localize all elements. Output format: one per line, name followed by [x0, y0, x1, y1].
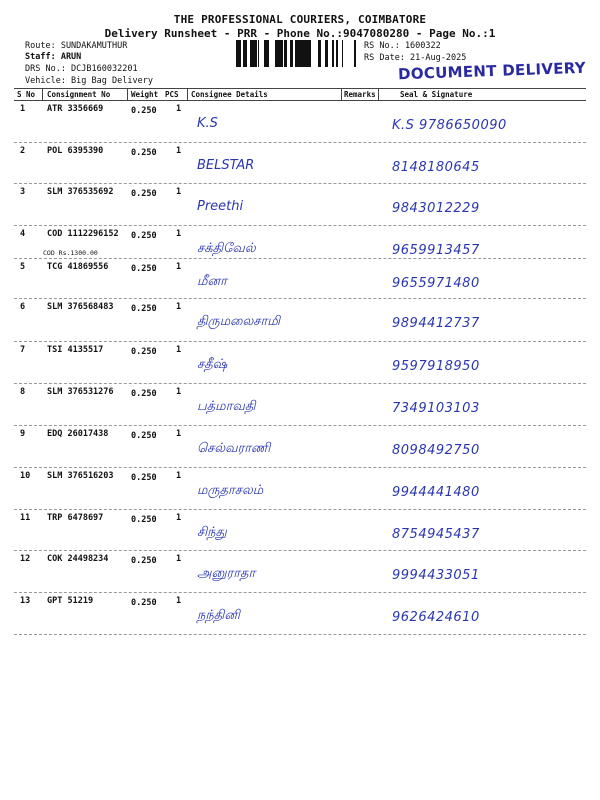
row-weight: 0.250 [131, 304, 157, 314]
barcode-bar [275, 40, 277, 67]
col-divider [187, 88, 188, 100]
row-signature-handwriting: 9659913457 [392, 243, 480, 258]
row-divider [14, 142, 586, 143]
row-signature-handwriting: 8148180645 [392, 160, 480, 175]
row-signature-handwriting: 8098492750 [392, 443, 480, 458]
row-sno: 3 [20, 187, 26, 197]
row-divider [14, 550, 586, 551]
row-signature-handwriting: 9597918950 [392, 359, 480, 374]
row-weight: 0.250 [131, 106, 157, 116]
row-sno: 10 [20, 471, 31, 481]
row-pcs: 1 [176, 262, 182, 272]
row-sno: 2 [20, 146, 26, 156]
row-pcs: 1 [176, 229, 182, 239]
row-divider [14, 298, 586, 299]
row-weight: 0.250 [131, 189, 157, 199]
col-divider [378, 88, 379, 100]
row-weight: 0.250 [131, 515, 157, 525]
row-consignee-handwriting: மீனா [197, 274, 227, 289]
row-pcs: 1 [176, 554, 182, 564]
barcode-bar [342, 40, 343, 67]
row-consignment-no: TCG 41869556 [47, 262, 109, 272]
col-header-weight: Weight [131, 90, 159, 99]
row-pcs: 1 [176, 104, 182, 114]
row-consignee-handwriting: K.S [197, 116, 218, 131]
row-divider [14, 467, 586, 468]
row-consignee-handwriting: திருமலைசாமி [197, 314, 281, 329]
row-sno: 8 [20, 387, 26, 397]
row-consignee-handwriting: நந்தினி [197, 608, 240, 623]
row-divider [14, 225, 586, 226]
barcode-bar [336, 40, 337, 67]
row-sno: 4 [20, 229, 26, 239]
row-pcs: 1 [176, 302, 182, 312]
row-consignee-handwriting: மருதாசலம் [197, 483, 264, 498]
row-consignment-no: COK 24498234 [47, 554, 109, 564]
route-label: Route: SUNDAKAMUTHUR [25, 41, 128, 51]
barcode-bar [332, 40, 334, 67]
barcode-bar [318, 40, 321, 67]
barcode-bar [290, 40, 293, 67]
drs-label: DRS No.: DCJB160032201 [25, 64, 138, 74]
row-consignment-no: TRP 6478697 [47, 513, 104, 523]
row-sno: 5 [20, 262, 26, 272]
row-pcs: 1 [176, 146, 182, 156]
row-pcs: 1 [176, 429, 182, 439]
vehicle-label: Vehicle: Big Bag Delivery [25, 76, 153, 86]
col-header-sno: S No [17, 90, 36, 99]
row-weight: 0.250 [131, 389, 157, 399]
table-header-border [14, 100, 586, 101]
barcode-bar [280, 40, 283, 67]
row-signature-handwriting: 7349103103 [392, 401, 480, 416]
col-divider [42, 88, 43, 100]
row-consignee-handwriting: சிந்து [197, 525, 227, 540]
runsheet-subtitle: Delivery Runsheet - PRR - Phone No.:9047080280 - Page No.:1 [104, 27, 496, 40]
row-consignment-no: SLM 376516203 [47, 471, 114, 481]
row-sno: 12 [20, 554, 31, 564]
rs-number: RS No.: 1600322 [364, 41, 441, 51]
row-pcs: 1 [176, 187, 182, 197]
row-weight: 0.250 [131, 598, 157, 608]
row-divider [14, 634, 586, 635]
row-sno: 7 [20, 345, 26, 355]
row-pcs: 1 [176, 471, 182, 481]
row-weight: 0.250 [131, 556, 157, 566]
table-top-border [14, 88, 586, 89]
row-consignee-handwriting: Preethi [197, 199, 244, 214]
barcode-bar [295, 40, 297, 67]
row-consignment-no: COD 1112296152 [47, 229, 119, 239]
barcode-bar [297, 40, 300, 67]
document-delivery-stamp: DOCUMENT DELIVERY [397, 58, 587, 84]
barcode-bar [264, 40, 266, 67]
barcode-bar [255, 40, 257, 67]
row-consignment-no: EDQ 26017438 [47, 429, 109, 439]
row-signature-handwriting: K.S 9786650090 [392, 118, 507, 133]
row-divider [14, 425, 586, 426]
row-signature-handwriting: 8754945437 [392, 527, 480, 542]
barcode-bar [250, 40, 252, 67]
rs-date: RS Date: 21-Aug-2025 [364, 53, 467, 63]
barcode-bar [238, 40, 240, 67]
row-sno: 1 [20, 104, 26, 114]
barcode-bar [240, 40, 241, 67]
col-header-consignee: Consignee Details [191, 90, 268, 99]
barcode-bar [300, 40, 303, 67]
company-title: THE PROFESSIONAL COURIERS, COIMBATORE [173, 13, 427, 26]
row-consignee-handwriting: சதீஷ் [197, 357, 228, 372]
row-signature-handwriting: 9626424610 [392, 610, 480, 625]
row-consignee-handwriting: செல்வராணி [197, 441, 271, 456]
row-consignment-no: POL 6395390 [47, 146, 104, 156]
row-divider [14, 341, 586, 342]
row-divider [14, 258, 586, 259]
barcode-bar [266, 40, 267, 67]
col-divider [341, 88, 342, 100]
row-consignment-no: SLM 376531276 [47, 387, 114, 397]
row-pcs: 1 [176, 513, 182, 523]
row-sno: 9 [20, 429, 26, 439]
col-header-pcs: PCS [165, 90, 179, 99]
row-divider [14, 183, 586, 184]
barcode-bar [258, 40, 259, 67]
row-pcs: 1 [176, 596, 182, 606]
row-consignee-handwriting: அனுராதா [197, 566, 256, 581]
row-sno: 11 [20, 513, 31, 523]
staff-label: Staff: ARUN [25, 52, 82, 62]
row-weight: 0.250 [131, 431, 157, 441]
barcode-bar [284, 40, 287, 67]
barcode-bar [309, 40, 311, 67]
barcode-bar [325, 40, 328, 67]
barcode-bar [243, 40, 246, 67]
row-divider [14, 383, 586, 384]
barcode-bar [307, 40, 309, 67]
barcode-bar [337, 40, 338, 67]
barcode-bar [246, 40, 247, 67]
row-weight: 0.250 [131, 264, 157, 274]
barcode-bar [252, 40, 255, 67]
barcode [236, 40, 359, 68]
row-consignment-no: SLM 376568483 [47, 302, 114, 312]
row-weight: 0.250 [131, 347, 157, 357]
row-cod-amount: COD Rs.1300.00 [43, 249, 98, 257]
row-signature-handwriting: 9894412737 [392, 316, 480, 331]
row-signature-handwriting: 9994433051 [392, 568, 480, 583]
row-weight: 0.250 [131, 231, 157, 241]
barcode-bar [267, 40, 269, 67]
row-divider [14, 509, 586, 510]
row-weight: 0.250 [131, 148, 157, 158]
row-consignment-no: SLM 376535692 [47, 187, 114, 197]
col-header-consignment: Consignment No [47, 90, 111, 99]
barcode-bar [236, 40, 238, 67]
row-consignee-handwriting: பத்மாவதி [197, 399, 256, 414]
row-pcs: 1 [176, 345, 182, 355]
row-consignment-no: GPT 51219 [47, 596, 94, 606]
row-pcs: 1 [176, 387, 182, 397]
row-signature-handwriting: 9843012229 [392, 201, 480, 216]
row-consignment-no: TSI 4135517 [47, 345, 104, 355]
row-divider [14, 592, 586, 593]
col-header-seal: Seal & Signature [400, 90, 473, 99]
barcode-bar [304, 40, 307, 67]
row-consignment-no: ATR 3356669 [47, 104, 104, 114]
barcode-bar [277, 40, 280, 67]
col-header-remarks: Remarks [344, 90, 376, 99]
row-consignee-handwriting: சக்திவேல் [197, 241, 256, 256]
row-weight: 0.250 [131, 473, 157, 483]
row-signature-handwriting: 9655971480 [392, 276, 480, 291]
row-signature-handwriting: 9944441480 [392, 485, 480, 500]
row-sno: 13 [20, 596, 31, 606]
barcode-bar [303, 40, 304, 67]
col-divider [127, 88, 128, 100]
row-consignee-handwriting: BELSTAR [197, 158, 255, 173]
barcode-bar [354, 40, 356, 67]
row-sno: 6 [20, 302, 26, 312]
